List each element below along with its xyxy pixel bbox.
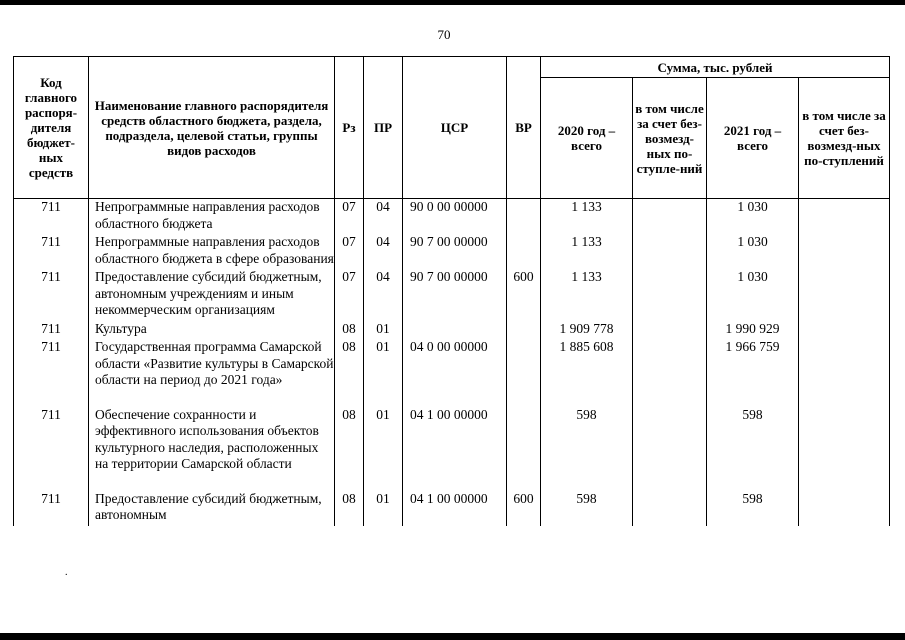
cell-vr	[507, 321, 541, 340]
cell-code: 711	[14, 491, 89, 526]
cell-2021-total: 1 030	[707, 199, 799, 235]
cell-csr	[403, 321, 507, 340]
bottom-border-bar	[0, 633, 905, 640]
cell-name: Предоставление субсидий бюджетным, автономным учреждениям и иным некоммерческим организациям	[89, 269, 335, 321]
cell-code: 711	[14, 234, 89, 269]
header-2020-total: 2020 год – всего	[541, 78, 633, 199]
cell-pr: 01	[364, 321, 403, 340]
cell-vr	[507, 234, 541, 269]
cell-2020-free	[633, 321, 707, 340]
cell-pr: 01	[364, 339, 403, 407]
cell-pr: 04	[364, 199, 403, 235]
cell-name: Предоставление субсидий бюджетным, автономным	[89, 491, 335, 526]
budget-table	[13, 56, 890, 526]
cell-2021-free	[799, 407, 890, 491]
cell-rz: 08	[335, 491, 364, 526]
cell-2020-total: 1 133	[541, 199, 633, 235]
cell-2020-total: 1 133	[541, 234, 633, 269]
cell-2020-free	[633, 339, 707, 407]
cell-vr: 600	[507, 269, 541, 321]
cell-code: 711	[14, 339, 89, 407]
cell-2020-free	[633, 234, 707, 269]
table-row	[14, 339, 890, 407]
cell-pr: 01	[364, 491, 403, 526]
cell-2021-total: 1 030	[707, 234, 799, 269]
cell-csr: 04 1 00 00000	[403, 407, 507, 491]
cell-vr	[507, 407, 541, 491]
cell-2021-total: 1 030	[707, 269, 799, 321]
page-number: 70	[437, 27, 451, 42]
cell-2021-free	[799, 339, 890, 407]
cell-code: 711	[14, 321, 89, 340]
cell-2020-total: 598	[541, 407, 633, 491]
cell-2020-total: 1 133	[541, 269, 633, 321]
cell-pr: 01	[364, 407, 403, 491]
cell-2020-total: 1 885 608	[541, 339, 633, 407]
cell-rz: 07	[335, 234, 364, 269]
top-border-bar	[0, 0, 905, 5]
cell-csr: 04 1 00 00000	[403, 491, 507, 526]
cell-2020-free	[633, 269, 707, 321]
table-row	[14, 407, 890, 491]
cell-2021-free	[799, 269, 890, 321]
cell-pr: 04	[364, 234, 403, 269]
cell-2021-total: 1 990 929	[707, 321, 799, 340]
cell-csr: 90 7 00 00000	[403, 234, 507, 269]
header-rz: Рз	[335, 57, 364, 199]
header-2021-total: 2021 год – всего	[707, 78, 799, 199]
cell-rz: 07	[335, 269, 364, 321]
cell-2021-total: 1 966 759	[707, 339, 799, 407]
cell-name: Обеспечение сохранности и эффективного использования объектов культурного наследия, расположенных на территории Самарской области	[89, 407, 335, 491]
cell-2020-free	[633, 199, 707, 235]
cell-rz: 07	[335, 199, 364, 235]
header-name: Наименование главного распорядителя средств областного бюджета, раздела, подраздела, целевой статьи, группы видов расходов	[89, 57, 335, 199]
cell-2021-free	[799, 321, 890, 340]
header-sum: Сумма, тыс. рублей	[541, 57, 890, 78]
cell-name: Непрограммные направления расходов областного бюджета в сфере образования	[89, 234, 335, 269]
cell-2020-free	[633, 407, 707, 491]
header-vr: ВР	[507, 57, 541, 199]
cell-2021-total: 598	[707, 407, 799, 491]
cell-code: 711	[14, 269, 89, 321]
cell-csr: 04 0 00 00000	[403, 339, 507, 407]
cell-vr: 600	[507, 491, 541, 526]
table-row	[14, 234, 890, 269]
cell-csr: 90 0 00 00000	[403, 199, 507, 235]
cell-name: Непрограммные направления расходов областного бюджета	[89, 199, 335, 235]
header-2020-free: в том числе за счет без-возмезд-ных по-ступле-ний	[633, 78, 707, 199]
cell-rz: 08	[335, 339, 364, 407]
cell-rz: 08	[335, 321, 364, 340]
header-2021-free: в том числе за счет без-возмезд-ных по-ступлений	[799, 78, 890, 199]
table-body	[14, 199, 890, 526]
cell-name: Государственная программа Самарской области «Развитие культуры в Самарской области на период до 2021 года»	[89, 339, 335, 407]
cell-2021-free	[799, 234, 890, 269]
cell-code: 711	[14, 199, 89, 235]
cell-2020-free	[633, 491, 707, 526]
cell-2021-free	[799, 491, 890, 526]
cell-vr	[507, 199, 541, 235]
cell-2021-total: 598	[707, 491, 799, 526]
cell-csr: 90 7 00 00000	[403, 269, 507, 321]
header-code: Код главного распоря-дителя бюджет-ных средств	[14, 57, 89, 199]
cell-2020-total: 1 909 778	[541, 321, 633, 340]
cell-rz: 08	[335, 407, 364, 491]
margin-mark: .	[65, 567, 68, 578]
table-row	[14, 321, 890, 340]
header-csr: ЦСР	[403, 57, 507, 199]
table-row	[14, 269, 890, 321]
cell-code: 711	[14, 407, 89, 491]
cell-name: Культура	[89, 321, 335, 340]
cell-vr	[507, 339, 541, 407]
cell-pr: 04	[364, 269, 403, 321]
cell-2020-total: 598	[541, 491, 633, 526]
table-row	[14, 199, 890, 235]
cell-2021-free	[799, 199, 890, 235]
header-pr: ПР	[364, 57, 403, 199]
table-row	[14, 491, 890, 526]
